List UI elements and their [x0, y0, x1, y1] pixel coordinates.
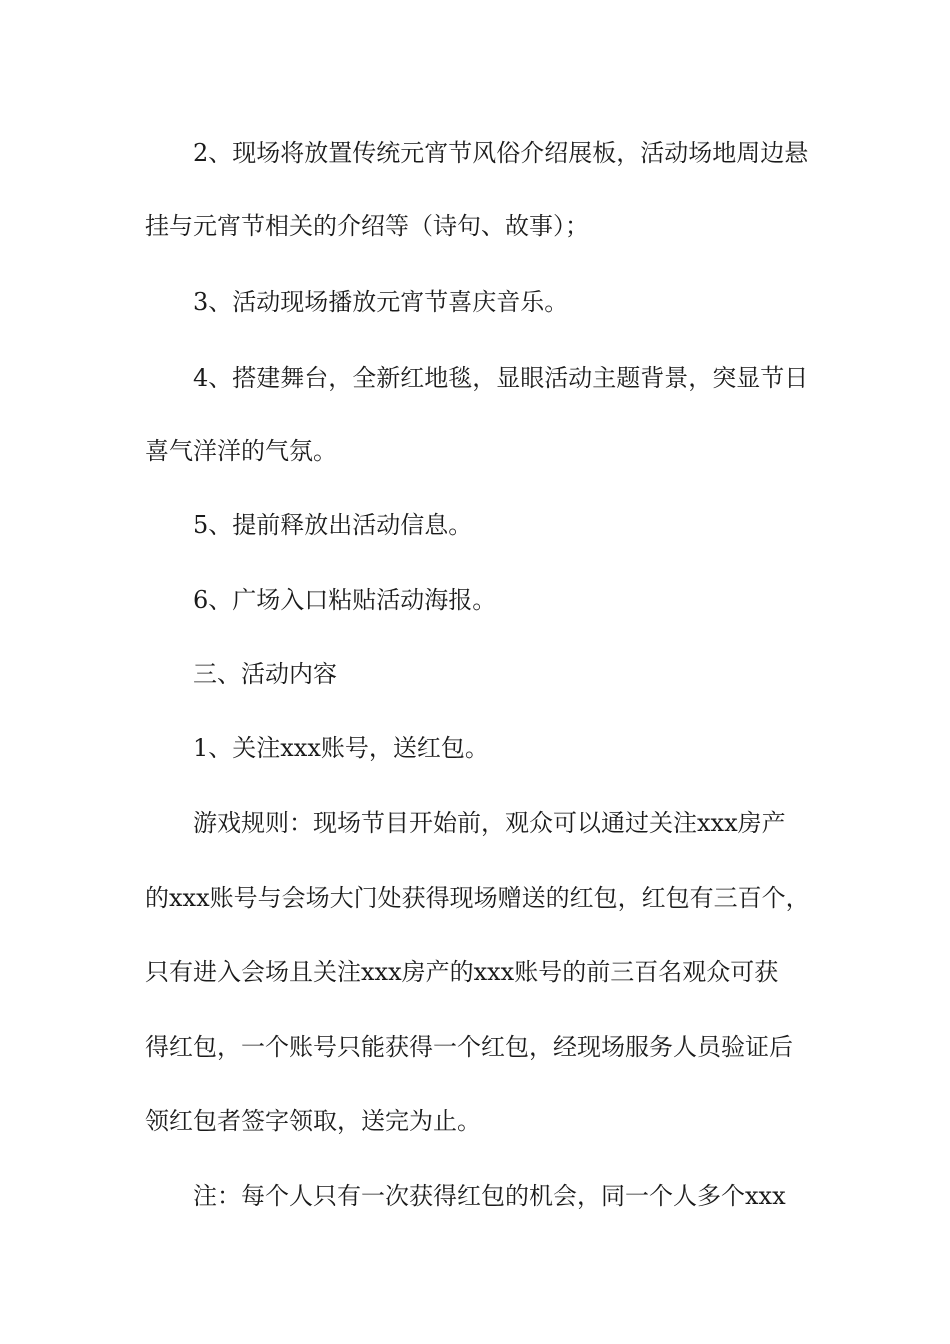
paragraph-line: 2、现场将放置传统元宵节风俗介绍展板，活动场地周边悬 — [193, 139, 809, 167]
paragraph-line: 4、搭建舞台，全新红地毯，显眼活动主题背景，突显节日 — [193, 364, 809, 392]
paragraph-line: 的xxx账号与会场大门处获得现场赠送的红包，红包有三百个， — [145, 884, 810, 912]
paragraph-line: 领红包者签字领取，送完为止。 — [145, 1107, 481, 1135]
paragraph-line: 挂与元宵节相关的介绍等（诗句、故事）； — [145, 212, 589, 240]
paragraph-line: 游戏规则：现场节目开始前，观众可以通过关注xxx房产 — [193, 809, 786, 837]
paragraph-line: 注：每个人只有一次获得红包的机会，同一个人多个xxx — [193, 1182, 786, 1210]
paragraph-line: 3、活动现场播放元宵节喜庆音乐。 — [193, 288, 569, 316]
paragraph-line: 6、广场入口粘贴活动海报。 — [193, 586, 497, 614]
paragraph-line: 5、提前释放出活动信息。 — [193, 511, 473, 539]
section-heading: 三、活动内容 — [193, 660, 337, 688]
paragraph-line: 只有进入会场且关注xxx房产的xxx账号的前三百名观众可获 — [145, 958, 779, 986]
paragraph-line: 喜气洋洋的气氛。 — [145, 437, 337, 465]
paragraph-line: 得红包，一个账号只能获得一个红包，经现场服务人员验证后 — [145, 1033, 793, 1061]
paragraph-line: 1、关注xxx账号，送红包。 — [193, 734, 489, 762]
